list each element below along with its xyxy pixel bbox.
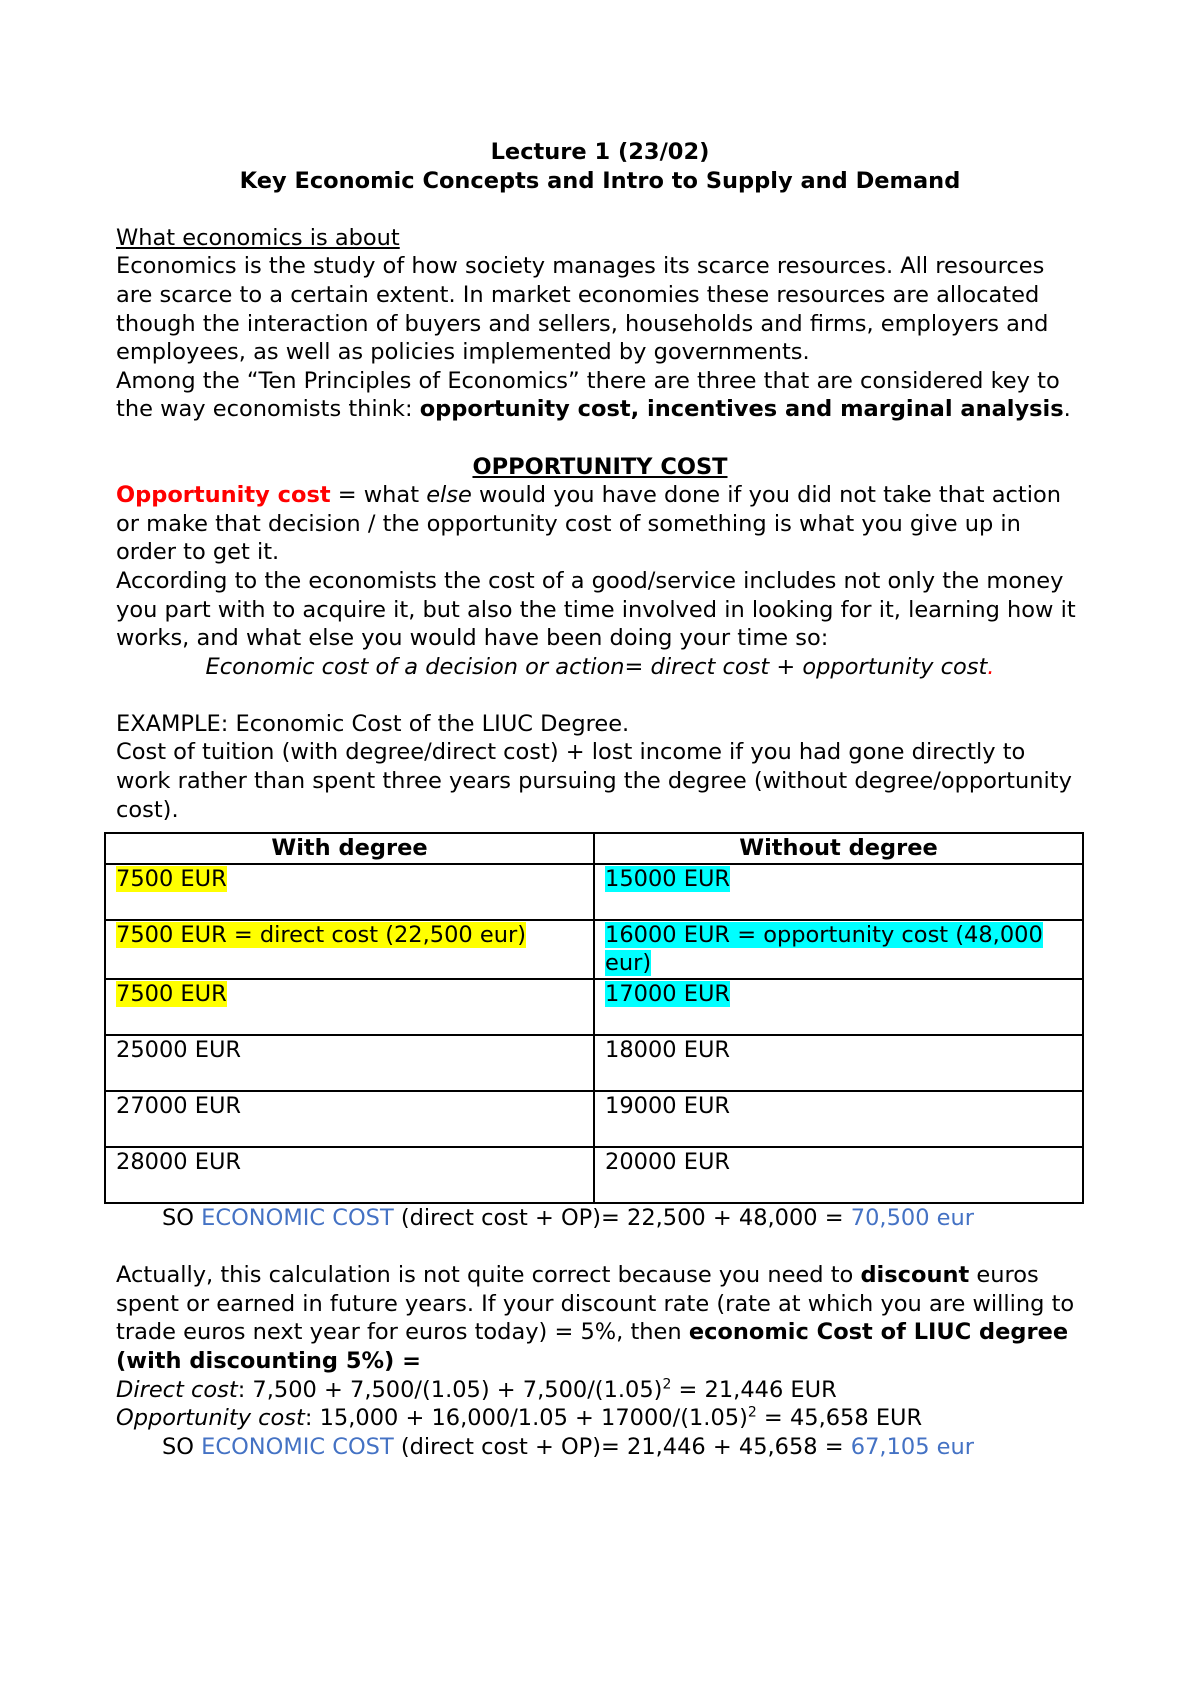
table-cell: 7500 EUR = direct cost (22,500 eur)	[105, 920, 594, 979]
table-cell: 15000 EUR	[594, 864, 1083, 920]
table-row	[105, 1035, 1083, 1091]
lecture-title: Lecture 1 (23/02)	[490, 139, 710, 165]
economic-cost-result-2: 67,105 eur	[850, 1433, 975, 1460]
document-body	[116, 138, 1084, 1461]
cost-table	[104, 832, 1084, 1204]
economic-cost-summary-2: SO ECONOMIC COST (direct cost + OP)= 21,446 + 45,658 = 67,105 eur	[162, 1433, 975, 1460]
table-cell: 18000 EUR	[594, 1035, 1083, 1091]
table-cell: 19000 EUR	[594, 1091, 1083, 1147]
example-title: EXAMPLE: Economic Cost of the LIUC Degree.	[116, 710, 630, 737]
economics-paragraph: Economics is the study of how society manages its scarce resources. All resources are scarce to a certain extent. In market economies these resources are allocated though the interaction of buyers and sellers, households and firms, employers and employees, as well as policies implemented by governments.	[116, 253, 1049, 366]
table-cell: 7500 EUR	[105, 864, 594, 920]
economic-cost-summary-1: SO ECONOMIC COST (direct cost + OP)= 22,500 + 48,000 = 70,500 eur	[162, 1205, 975, 1232]
discount-paragraph: Actually, this calculation is not quite correct because you need to discount euros spent or earned in future years. If your discount rate (rate at which you are willing to trade euros next year for euros today) = 5%, then economic Cost of LIUC degree (with discounting 5%) =	[116, 1262, 1075, 1374]
table-cell: 20000 EUR	[594, 1147, 1083, 1203]
opportunity-cost-definition: Opportunity cost = what else would you have done if you did not take that action or make that decision / the opportunity cost of something is what you give up in order to get it.	[116, 482, 1062, 566]
table-row	[105, 1091, 1083, 1147]
direct-cost-calculation: Direct cost: $7,500 + 7,500/(1.05) + 7,500/(1.05)^2 = 21,446$ EUR	[116, 1376, 837, 1403]
economic-cost-result-1: 70,500 eur	[850, 1205, 975, 1232]
economic-cost-formula: Economic cost of a decision or action= direct cost + opportunity cost.	[205, 653, 995, 680]
table-cell: 25000 EUR	[105, 1035, 594, 1091]
principles-key-terms: opportunity cost, incentives and marginal analysis	[419, 396, 1064, 423]
table-cell: 16000 EUR = opportunity cost (48,000 eur)	[594, 920, 1083, 979]
principles-paragraph: Among the “Ten Principles of Economics” there are three that are considered key to the way economists think: opportunity cost, incentives and marginal analysis.	[116, 367, 1071, 423]
opportunity-cost-term: Opportunity cost	[116, 482, 331, 509]
example-description: Cost of tuition (with degree/direct cost) + lost income if you had gone directly to work rather than spent three years pursuing the degree (without degree/opportunity cost).	[116, 739, 1072, 823]
table-row	[105, 979, 1083, 1035]
table-header-without-degree: Without degree	[594, 833, 1083, 864]
table-cell: 7500 EUR	[105, 979, 594, 1035]
table-cell: 28000 EUR	[105, 1147, 594, 1203]
section-heading-economics: What economics is about	[116, 224, 400, 251]
table-header-with-degree: With degree	[105, 833, 594, 864]
table-header-row	[105, 833, 1083, 864]
table-cell: 27000 EUR	[105, 1091, 594, 1147]
table-cell: 17000 EUR	[594, 979, 1083, 1035]
section-heading-opportunity-cost: OPPORTUNITY COST	[472, 453, 728, 480]
lecture-subtitle: Key Economic Concepts and Intro to Supply and Demand	[239, 167, 961, 194]
economists-paragraph: According to the economists the cost of a good/service includes not only the money you part with to acquire it, but also the time involved in looking for it, learning how it works, and what else you would have been doing your time so:	[116, 567, 1076, 652]
table-row	[105, 920, 1083, 979]
table-row	[105, 1147, 1083, 1203]
opportunity-cost-calculation: Opportunity cost: $15,000 + 16,000/1.05 + 17000/(1.05)^2 = 45,658$ EUR	[116, 1404, 923, 1432]
table-row	[105, 864, 1083, 920]
